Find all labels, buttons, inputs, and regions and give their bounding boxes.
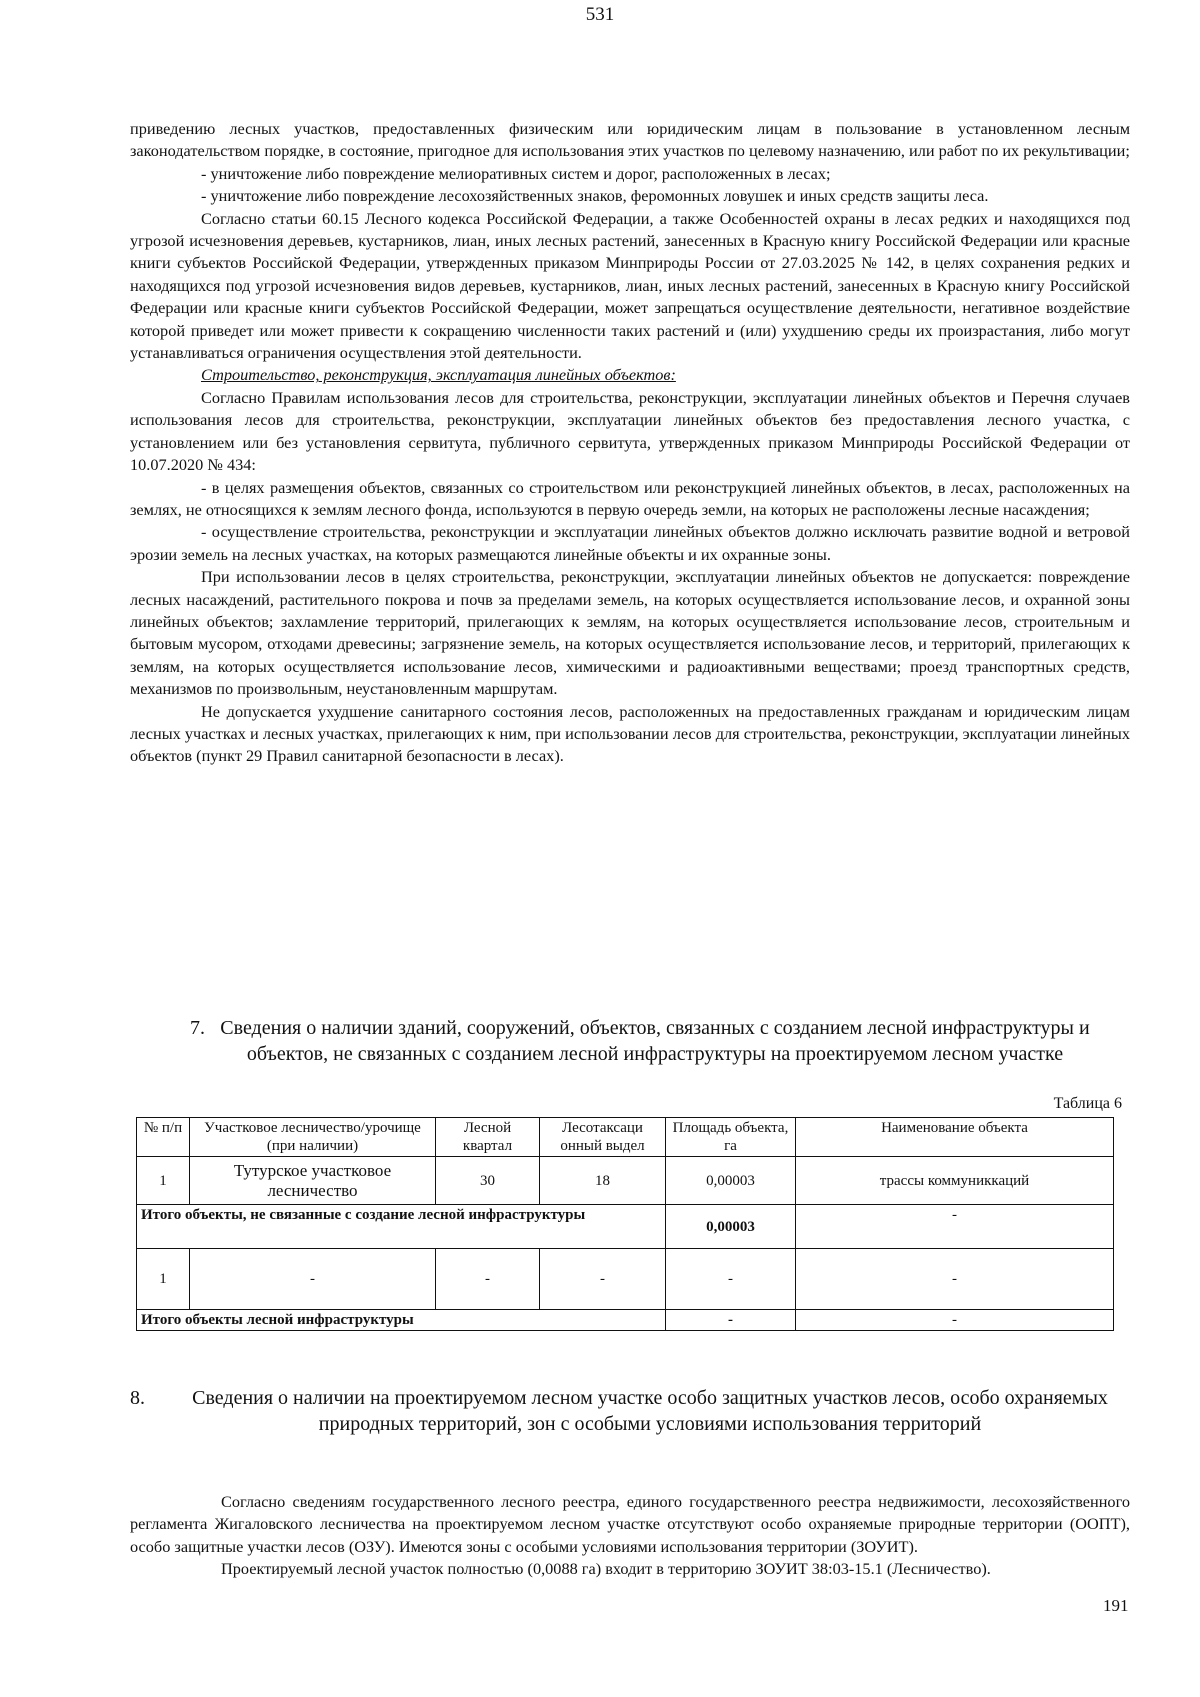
table-header-cell: № п/п bbox=[137, 1118, 190, 1157]
table-caption: Таблица 6 bbox=[1053, 1095, 1122, 1112]
section-8-title: Сведения о наличии на проектируемом лесном участке особо защитных участков лесов, особо охраняемых природных территорий, зон с особыми условиями использования территорий bbox=[192, 1387, 1108, 1435]
document-body-bottom bbox=[130, 1491, 1130, 1581]
table-total-row bbox=[137, 1310, 1114, 1331]
table-total-area: 0,00003 bbox=[666, 1205, 796, 1249]
table-total-name: - bbox=[796, 1310, 1114, 1331]
table-total-row bbox=[137, 1205, 1114, 1249]
table-cell: 1 bbox=[137, 1157, 190, 1205]
page-number-bottom: 191 bbox=[1103, 1596, 1129, 1615]
table-row bbox=[137, 1249, 1114, 1310]
table-header-row bbox=[137, 1118, 1114, 1157]
subheading bbox=[130, 364, 1130, 386]
table-cell: - bbox=[190, 1249, 436, 1310]
table-total-name: - bbox=[796, 1205, 1114, 1249]
table-cell: - bbox=[436, 1249, 540, 1310]
table-cell: - bbox=[540, 1249, 666, 1310]
paragraph: Не допускается ухудшение санитарного состояния лесов, расположенных на предоставленных гражданам и юридическим лицам лесных участках и лесных участках, прилегающих к ним, при использовании лесов для строительства, реконструкции, эксплуатации линейных объектов (пункт 29 Правил санитарной безопасности в лесах). bbox=[130, 701, 1130, 766]
paragraph: Согласно сведениям государственного лесного реестра, единого государственного реестра недвижимости, лесохозяйственного регламента Жигаловского лесничества на проектируемом лесном участке отсутствуют особо охраняемые природные территории (ООПТ), особо защитные участки лесов (ОЗУ). Имеются зоны с особыми условиями использования территории (ЗОУИТ). bbox=[130, 1492, 1130, 1556]
table-header-cell: Лесной квартал bbox=[436, 1118, 540, 1157]
table-cell: 0,00003 bbox=[666, 1157, 796, 1205]
section-8-number: 8. bbox=[130, 1387, 145, 1409]
section-7-heading bbox=[180, 1015, 1100, 1067]
table-total-area: - bbox=[666, 1310, 796, 1331]
table-header-cell: Площадь объекта, га bbox=[666, 1118, 796, 1157]
list-item: - уничтожение либо повреждение мелиоративных систем и дорог, расположенных в лесах; bbox=[201, 163, 831, 183]
table-header-cell: Участковое лесничество/урочище (при наличии) bbox=[190, 1118, 436, 1157]
table-6 bbox=[136, 1117, 1114, 1331]
table-total-label: Итого объекты, не связанные с создание лесной инфраструктуры bbox=[137, 1205, 666, 1249]
paragraph: приведению лесных участков, предоставленных физическим или юридическим лицам в пользование в установленном лесным законодательством порядке, в состояние, пригодное для использования этих участков по целевому назначению, или работ по их рекультивации; bbox=[130, 119, 1130, 161]
table-total-label: Итого объекты лесной инфраструктуры bbox=[137, 1310, 666, 1331]
list-item: - уничтожение либо повреждение лесохозяйственных знаков, феромонных ловушек и иных средств защиты леса. bbox=[201, 186, 989, 206]
paragraph: Согласно статьи 60.15 Лесного кодекса Российской Федерации, а также Особенностей охраны в лесах редких и находящихся под угрозой исчезновения деревьев, кустарников, лиан, иных лесных растений, занесенных в Красную книгу Российской Федерации или красные книги субъектов Российской Федерации, утвержденных приказом Минприроды России от 27.03.2025 № 142, в целях сохранения редких и находящихся под угрозой исчезновения видов деревьев, кустарников, лиан, иных лесных растений, занесенных в Красную книгу Российской Федерации или красные книги субъектов Российской Федерации, может запрещаться осуществление деятельности, негативное воздействие которой приведет или может привести к сокращению численности таких растений и (или) ухудшению среды их произрастания, либо могут устанавливаться ограничения осуществления этой деятельности. bbox=[130, 208, 1130, 363]
section-7-number: 7. bbox=[190, 1017, 205, 1039]
paragraph: При использовании лесов в целях строительства, реконструкции, эксплуатации линейных объектов не допускается: повреждение лесных насаждений, растительного покрова и почв за пределами земель, на которых осуществляется использование лесов, и охранной зоны линейных объектов; захламление территорий, прилегающих к землям, на которых осуществляется использование лесов, строительным и бытовым мусором, отходами древесины; загрязнение земель, на которых осуществляется использование лесов, и территорий, прилегающих к землям, на которых осуществляется использование лесов, химическими и радиоактивными веществами; проезд транспортных средств, механизмов по произвольным, неустановленным маршрутам. bbox=[130, 567, 1130, 699]
table-header-cell: Наименование объекта bbox=[796, 1118, 1114, 1157]
table-cell: 30 bbox=[436, 1157, 540, 1205]
paragraph: Проектируемый лесной участок полностью (0,0088 га) входит в территорию ЗОУИТ 38:03-15.1 (Лесничество). bbox=[221, 1559, 991, 1579]
table-cell: - bbox=[796, 1249, 1114, 1310]
table-cell: трассы коммуниккаций bbox=[796, 1157, 1114, 1205]
table-cell: 18 bbox=[540, 1157, 666, 1205]
table-header-cell: Лесотаксаци онный выдел bbox=[540, 1118, 666, 1157]
subheading-text: Строительство, реконструкция, эксплуатация линейных объектов: bbox=[201, 365, 676, 385]
section-8-heading bbox=[130, 1385, 1130, 1437]
table-row bbox=[137, 1157, 1114, 1205]
list-item: - в целях размещения объектов, связанных со строительством или реконструкцией линейных объектов, в лесах, расположенных на землях, не относящихся к землям лесного фонда, используются в первую очередь земли, на которых не расположены лесные насаждения; bbox=[130, 477, 1130, 519]
document-body bbox=[130, 118, 1130, 768]
table-cell: - bbox=[666, 1249, 796, 1310]
section-7-title: Сведения о наличии зданий, сооружений, объектов, связанных с созданием лесной инфраструктуры и объектов, не связанных с созданием лесной инфраструктуры на проектируемом лесном участке bbox=[220, 1017, 1090, 1065]
list-item: - осуществление строительства, реконструкции и эксплуатации линейных объектов должно исключать развитие водной и ветровой эрозии земель на лесных участках, на которых размещаются линейные объекты и их охранные зоны. bbox=[130, 522, 1130, 564]
table-cell: 1 bbox=[137, 1249, 190, 1310]
page-number-top: 531 bbox=[585, 4, 615, 25]
paragraph: Согласно Правилам использования лесов для строительства, реконструкции, эксплуатации линейных объектов и Перечня случаев использования лесов для строительства, реконструкции, эксплуатации линейных объектов без предоставления лесного участка, с установлением или без установления сервитута, публичного сервитута, утвержденных приказом Минприроды Российской Федерации от 10.07.2020 № 434: bbox=[130, 387, 1130, 475]
table-cell: Тутурское участковое лесничество bbox=[190, 1157, 436, 1205]
